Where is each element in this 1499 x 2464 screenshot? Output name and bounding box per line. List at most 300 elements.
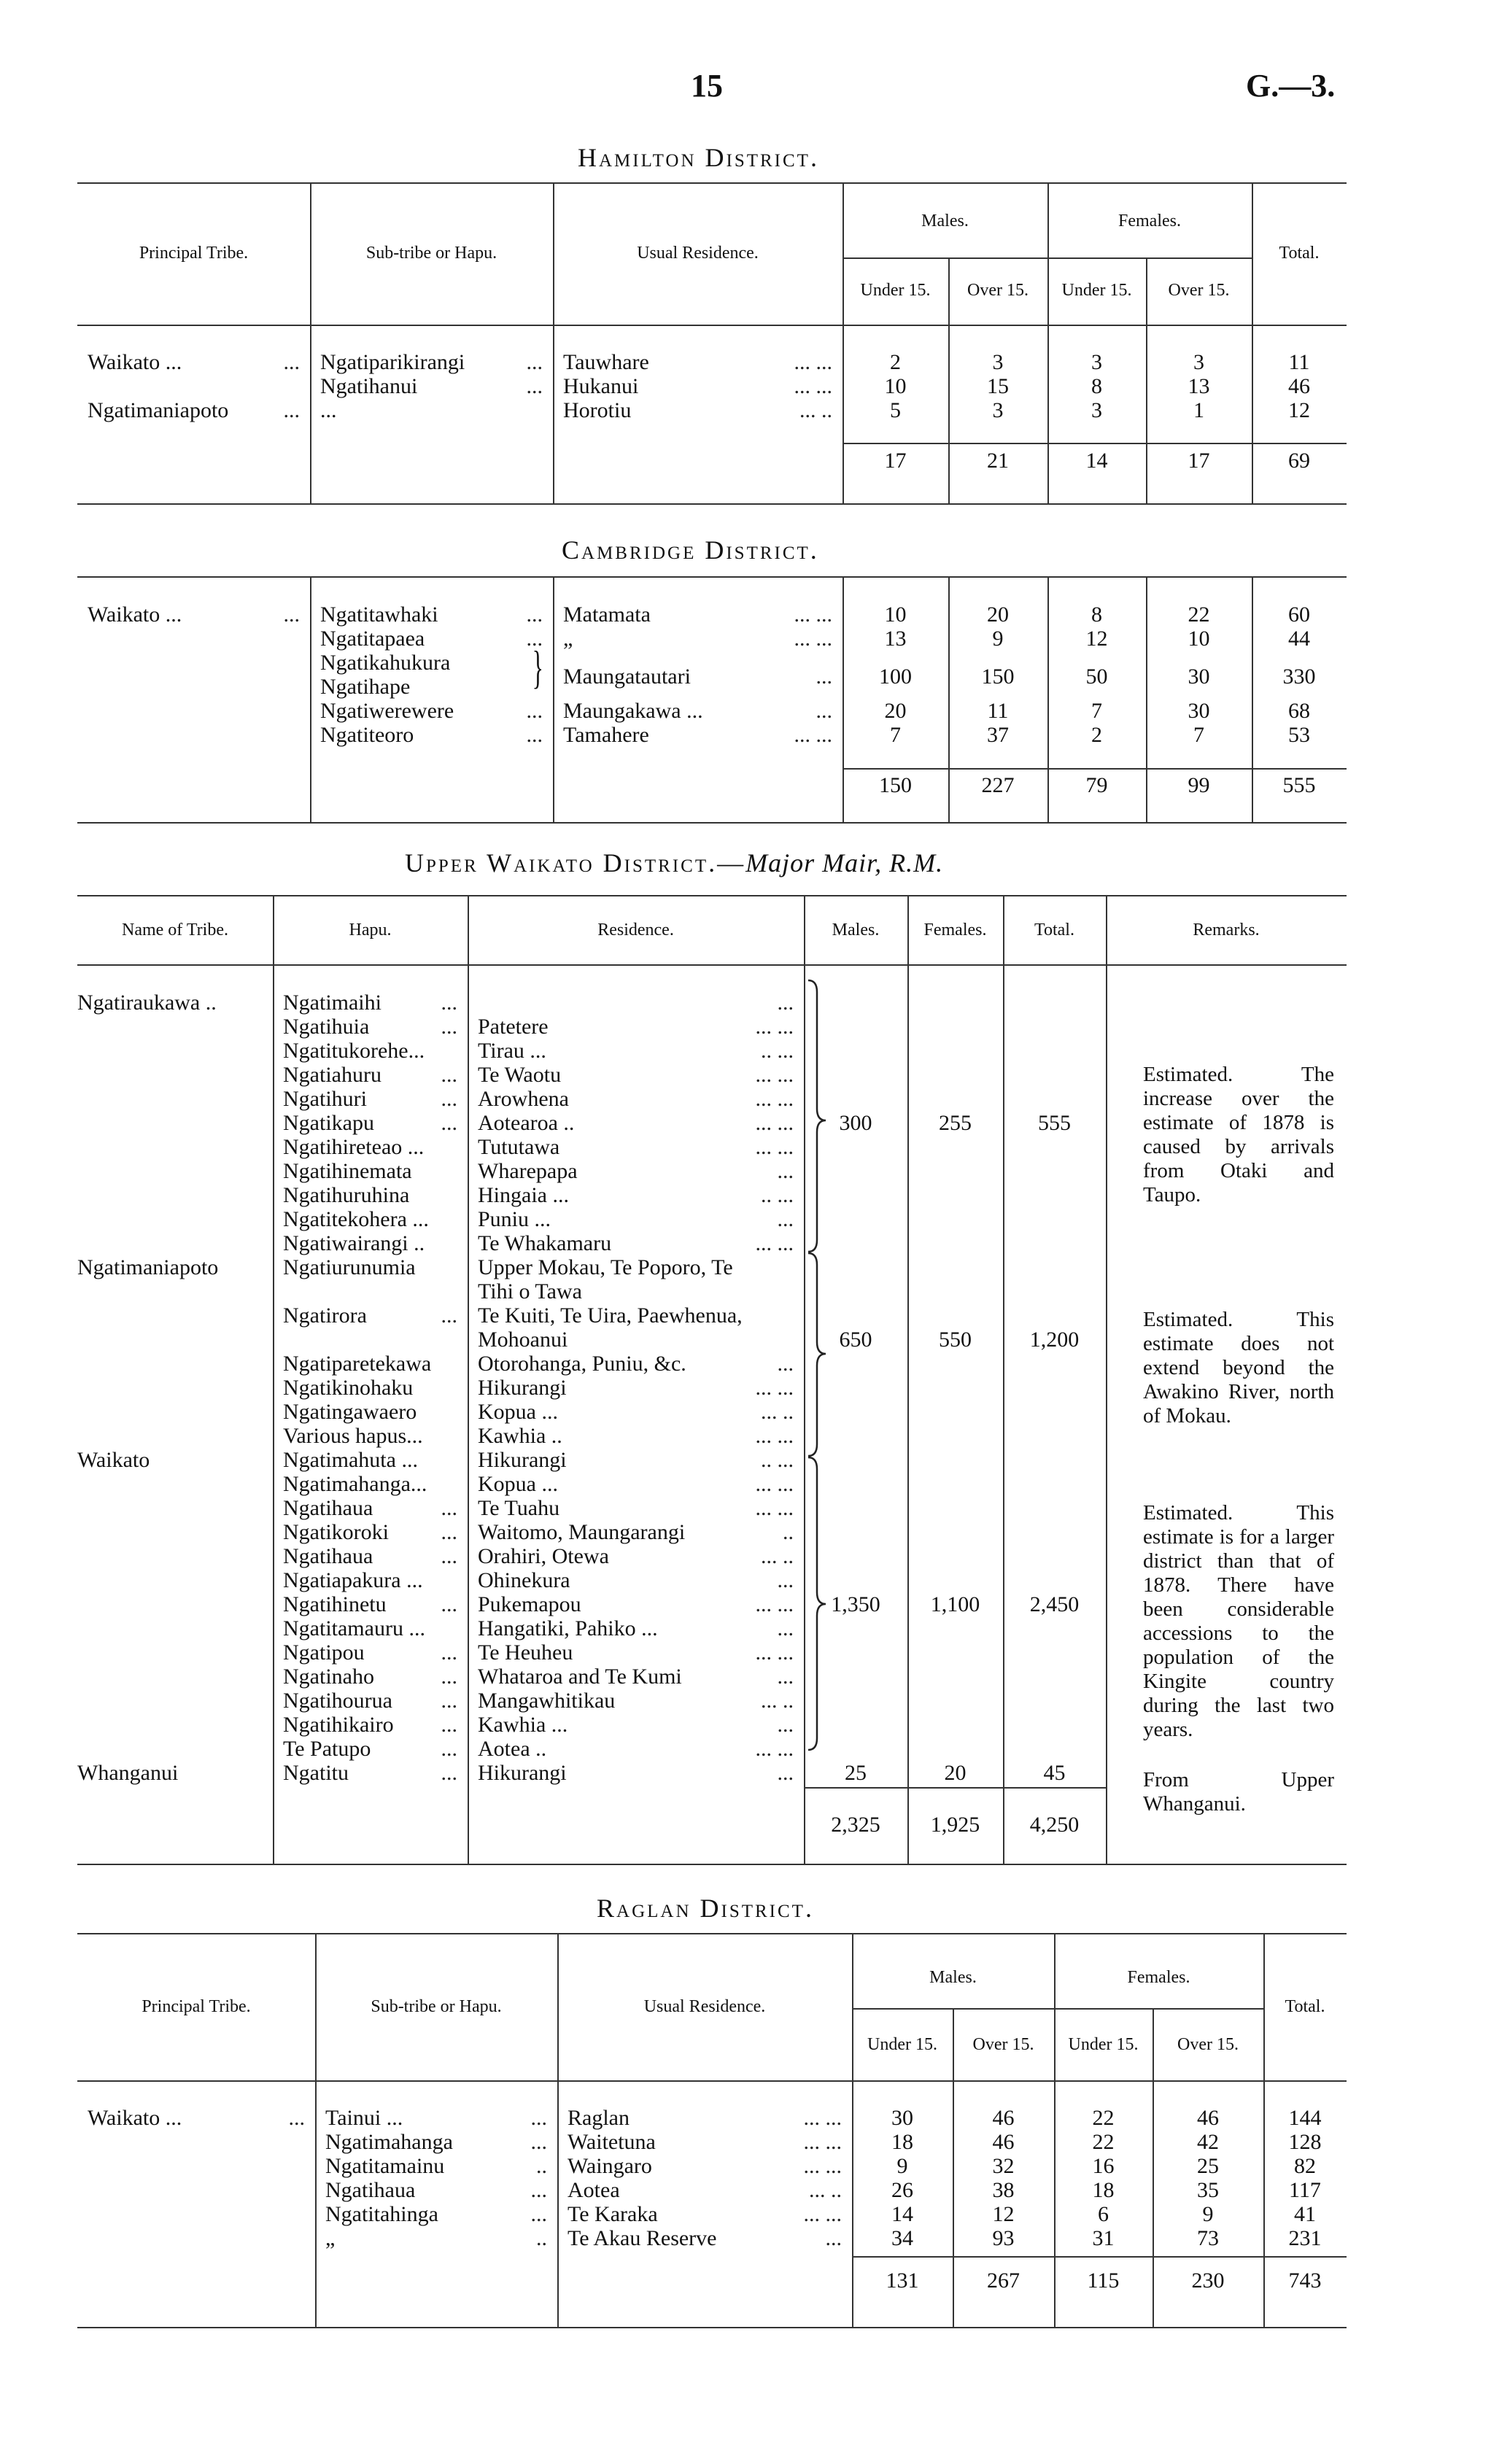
residence-cell: [553, 723, 843, 747]
total-cell: [1003, 1568, 1106, 1592]
females-over-cell: 42: [1197, 2130, 1219, 2154]
females-over-cell: 13: [1188, 374, 1210, 398]
subtribe-cell: [315, 2106, 557, 2130]
total-cell: 82: [1294, 2154, 1316, 2178]
hapu-cell: [273, 1713, 468, 1737]
upper-header-remarks: Remarks.: [1193, 921, 1260, 940]
hapu-cell-text: Te Patupo: [283, 1737, 371, 1761]
residence-cell-leader-dots: ... ...: [755, 1737, 794, 1761]
table-row: [77, 1737, 1106, 1761]
residence-cell-leader-dots: .. ...: [761, 1183, 794, 1207]
residence-cell-leader-dots: ... ...: [794, 627, 832, 651]
hamilton-header-total: Total.: [1279, 244, 1320, 263]
tribe-cell: Waikato: [77, 1448, 150, 1472]
subtribe-cell-leader-dots: ...: [526, 699, 543, 723]
total-cell: [1003, 1448, 1106, 1472]
males-under-cell: 34: [891, 2226, 913, 2250]
residence-cell: [468, 1616, 804, 1640]
males-under-cell: 100: [879, 665, 912, 689]
hapu-cell-text: Ngatitukorehe...: [283, 1039, 425, 1063]
subtribe-cell-text: Ngatitawhaki: [320, 603, 438, 627]
tribe-cell: [77, 1376, 273, 1400]
hapu-cell-text: Ngatikapu: [283, 1111, 374, 1135]
females-under-cell: 2: [1091, 723, 1102, 747]
tribe-cell: Ngatimaniapoto: [77, 1255, 219, 1279]
residence-cell: [468, 1231, 804, 1255]
table-row: [77, 398, 1347, 422]
total-cell: [1003, 1087, 1106, 1111]
table-row: [77, 2226, 1347, 2250]
hapu-cell: [273, 1472, 468, 1496]
females-cell: [907, 1689, 1003, 1713]
subtribe-cell: [310, 350, 553, 374]
total-cell: [1003, 1424, 1106, 1448]
residence-cell: [553, 374, 843, 398]
residence-cell-leader-dots: ...: [816, 665, 832, 689]
tribe-cell: [77, 1111, 273, 1135]
residence-cell: [553, 603, 843, 627]
table-row: [77, 603, 1347, 627]
tribe-cell: [77, 1713, 273, 1737]
residence-cell-text: Ohinekura: [478, 1568, 570, 1592]
tribe-cell: [77, 1544, 273, 1568]
females-over-cell: 30: [1188, 665, 1210, 689]
hapu-cell: [273, 1087, 468, 1111]
females-cell: 255: [939, 1111, 972, 1135]
residence-cell-text: Kawhia ...: [478, 1713, 568, 1737]
subtribe-cell-leader-dots: ...: [526, 603, 543, 627]
residence-cell: [468, 1665, 804, 1689]
residence-cell: [468, 1761, 804, 1785]
hapu-cell-text: Ngatiapakura ...: [283, 1568, 423, 1592]
tribe-cell: [77, 2226, 315, 2250]
residence-cell-text: Tamahere: [563, 723, 649, 747]
hapu-cell: [273, 1231, 468, 1255]
residence-cell-leader-dots: ... ...: [755, 1231, 794, 1255]
females-over-cell: 1: [1193, 398, 1204, 422]
residence-cell-text: Kopua ...: [478, 1472, 558, 1496]
males-under-cell: 20: [884, 699, 907, 723]
residence-cell-leader-dots: ... ...: [794, 723, 832, 747]
total-cell: [1003, 1544, 1106, 1568]
cambridge-total-males-over: 227: [981, 773, 1015, 797]
tribe-cell: [77, 2106, 315, 2130]
males-under-cell: 7: [890, 723, 901, 747]
hapu-cell: [273, 1328, 468, 1352]
hapu-cell: [273, 1279, 468, 1303]
females-cell: 1,100: [930, 1592, 980, 1616]
residence-cell-text: Hikurangi: [478, 1376, 567, 1400]
subtribe-cell-text: Ngatikahukura: [320, 651, 451, 675]
raglan-total-males-under: 131: [886, 2269, 919, 2293]
total-cell: 144: [1288, 2106, 1322, 2130]
females-under-cell: 8: [1091, 603, 1102, 627]
females-under-cell: 12: [1085, 627, 1108, 651]
table-row: [77, 1568, 1106, 1592]
table-row: [77, 1328, 1106, 1352]
females-cell: [907, 1424, 1003, 1448]
total-cell: [1003, 1255, 1106, 1279]
hapu-cell-text: Ngatihuruhina: [283, 1183, 410, 1207]
total-cell: [1003, 1640, 1106, 1665]
hamilton-header-females-over: Over 15.: [1168, 281, 1230, 300]
residence-cell-leader-dots: .. ...: [761, 1448, 794, 1472]
subtribe-cell-text: Ngatihaua: [325, 2178, 416, 2202]
tribe-cell: [77, 1424, 273, 1448]
upper-waikato-title: [405, 848, 943, 878]
residence-cell: [557, 2130, 852, 2154]
total-cell: 44: [1288, 627, 1310, 651]
table-row: [77, 1183, 1106, 1207]
hapu-cell: [273, 1255, 468, 1279]
table-row: [77, 1424, 1106, 1448]
males-cell: 300: [839, 1111, 872, 1135]
residence-cell-text: Raglan: [568, 2106, 630, 2130]
subtribe-cell: [310, 398, 553, 422]
raglan-header-residence: Usual Residence.: [643, 1997, 766, 2016]
residence-cell-text: Tututawa: [478, 1135, 560, 1159]
females-under-cell: 7: [1091, 699, 1102, 723]
residence-cell-text: Te Waotu: [478, 1063, 562, 1087]
residence-cell: [468, 1015, 804, 1039]
females-cell: [907, 1376, 1003, 1400]
raglan-total-females-over: 230: [1191, 2269, 1225, 2293]
tribe-cell-leader-dots: ...: [283, 603, 300, 627]
subtribe-cell-text: Ngatitamainu: [325, 2154, 445, 2178]
total-cell: [1003, 1400, 1106, 1424]
hapu-cell-text: Ngatihinemata: [283, 1159, 412, 1183]
females-cell: [907, 1737, 1003, 1761]
total-cell: [1003, 1713, 1106, 1737]
residence-cell-text: Te Karaka: [568, 2202, 658, 2226]
total-cell: [1003, 1135, 1106, 1159]
hamilton-header-males-over: Over 15.: [967, 281, 1029, 300]
hapu-cell-leader-dots: ...: [441, 1665, 457, 1689]
table-row: [77, 699, 1347, 723]
males-under-cell: 9: [896, 2154, 908, 2178]
hapu-cell: [273, 1015, 468, 1039]
males-over-cell: 32: [992, 2154, 1015, 2178]
hapu-cell-leader-dots: ...: [441, 1496, 457, 1520]
hapu-cell-text: Ngatihuia: [283, 1015, 370, 1039]
subtribe-cell: [315, 2130, 557, 2154]
tribe-cell: [77, 2154, 315, 2178]
raglan-header-subtribe: Sub-tribe or Hapu.: [371, 1997, 502, 2016]
tribe-cell: [77, 1015, 273, 1039]
table-row: [77, 1255, 1106, 1279]
total-cell: [1003, 1063, 1106, 1087]
tribe-cell-leader-dots: ...: [288, 2106, 305, 2130]
hapu-cell: [273, 1665, 468, 1689]
residence-cell-text: Kawhia ..: [478, 1424, 562, 1448]
residence-cell-text: Hikurangi: [478, 1448, 567, 1472]
subtribe-cell-leader-dots: ...: [530, 2106, 547, 2130]
subtribe-cell-leader-dots: ...: [526, 374, 543, 398]
hapu-cell: [273, 1640, 468, 1665]
tribe-cell: [77, 1520, 273, 1544]
hamilton-total-females-over: 17: [1188, 449, 1210, 473]
males-under-cell: 13: [884, 627, 907, 651]
table-row: [77, 1135, 1106, 1159]
males-under-cell: 10: [884, 603, 907, 627]
total-cell: 41: [1294, 2202, 1316, 2226]
residence-cell: [468, 1135, 804, 1159]
residence-cell: [468, 1352, 804, 1376]
total-cell: [1003, 1207, 1106, 1231]
table-row: [77, 374, 1347, 398]
residence-cell-leader-dots: ...: [777, 1616, 794, 1640]
females-under-cell: 31: [1092, 2226, 1115, 2250]
total-cell: 68: [1288, 699, 1310, 723]
tribe-cell: [77, 1640, 273, 1665]
table-row: [77, 1616, 1106, 1640]
residence-cell-leader-dots: ... ..: [799, 398, 832, 422]
total-cell: [1003, 1520, 1106, 1544]
tribe-cell: [77, 1496, 273, 1520]
residence-cell: [468, 1448, 804, 1472]
males-cell: 25: [845, 1761, 867, 1785]
residence-cell-leader-dots: ... ...: [794, 350, 832, 374]
females-over-cell: 35: [1197, 2178, 1219, 2202]
residence-cell-leader-dots: ... ..: [761, 1544, 794, 1568]
tribe-cell: [77, 1689, 273, 1713]
subtribe-cell: [310, 675, 553, 699]
residence-cell-leader-dots: ...: [825, 2226, 842, 2250]
table-row: [77, 1159, 1106, 1183]
residence-cell: [468, 1568, 804, 1592]
subtribe-cell-leader-dots: ...: [530, 2130, 547, 2154]
females-over-cell: 73: [1197, 2226, 1219, 2250]
total-cell: [1003, 1279, 1106, 1303]
upper-braces: [802, 977, 839, 1780]
remark-ngatiraukawa: Estimated. The increase over the estimate of 1878 is caused by arrivals from Otaki and Taupo.: [1143, 1063, 1334, 1206]
males-over-cell: 93: [992, 2226, 1015, 2250]
cambridge-total-females-over: 99: [1188, 773, 1210, 797]
table-row: [77, 1039, 1106, 1063]
residence-cell-text: Tirau ...: [478, 1039, 546, 1063]
table-row: [77, 1303, 1106, 1328]
subtribe-cell-text: Ngatiteoro: [320, 723, 414, 747]
males-under-cell: 2: [890, 350, 901, 374]
residence-cell: [553, 398, 843, 422]
brace-ngatiraukawa: [808, 980, 826, 1252]
raglan-title: Raglan District.: [597, 1894, 814, 1923]
females-cell: 550: [939, 1328, 972, 1352]
males-under-cell: 10: [884, 374, 907, 398]
subtribe-cell-text: Ngatiwerewere: [320, 699, 454, 723]
residence-cell-text: Horotiu: [563, 398, 632, 422]
females-under-cell: 16: [1092, 2154, 1115, 2178]
subtribe-cell-text: Ngatitapaea: [320, 627, 425, 651]
table-row: [77, 2178, 1347, 2202]
total-cell: 2,450: [1029, 1592, 1080, 1616]
table-row: [77, 1448, 1106, 1472]
females-over-cell: 7: [1193, 723, 1204, 747]
males-under-cell: 30: [891, 2106, 913, 2130]
residence-cell: [468, 1255, 804, 1279]
residence-cell-leader-dots: ... ...: [755, 1015, 794, 1039]
females-cell: [907, 1400, 1003, 1424]
table-row: [77, 1689, 1106, 1713]
cambridge-total-males-under: 150: [879, 773, 912, 797]
table-row: [77, 1207, 1106, 1231]
females-cell: [907, 1087, 1003, 1111]
raglan-total-females-under: 115: [1087, 2269, 1120, 2293]
residence-cell-text: Te Heuheu: [478, 1640, 573, 1665]
residence-cell: [468, 1544, 804, 1568]
females-under-cell: 22: [1092, 2106, 1115, 2130]
males-over-cell: 46: [992, 2130, 1015, 2154]
total-cell: [1003, 1737, 1106, 1761]
page-number: 15: [691, 68, 723, 104]
residence-cell-text: Te Tuahu: [478, 1496, 560, 1520]
females-under-cell: 18: [1092, 2178, 1115, 2202]
tribe-cell: [77, 1231, 273, 1255]
hapu-cell: [273, 1352, 468, 1376]
hapu-cell-text: Ngatitu: [283, 1761, 349, 1785]
males-over-cell: 3: [992, 398, 1004, 422]
males-under-cell: 18: [891, 2130, 913, 2154]
residence-cell-leader-dots: ... ...: [755, 1087, 794, 1111]
table-row: [77, 675, 1347, 699]
table-row: [77, 1279, 1106, 1303]
residence-cell: [468, 1640, 804, 1665]
males-cell: 1,350: [831, 1592, 880, 1616]
residence-cell-leader-dots: ... ...: [794, 374, 832, 398]
subtribe-cell-leader-dots: ..: [536, 2154, 547, 2178]
residence-cell-text: Aotea ..: [478, 1737, 547, 1761]
residence-cell-text: Waitetuna: [568, 2130, 656, 2154]
males-cell: 650: [839, 1328, 872, 1352]
table-row: [77, 1520, 1106, 1544]
tribe-cell: [77, 374, 310, 398]
hapu-cell: [273, 1689, 468, 1713]
residence-cell-leader-dots: ...: [777, 1761, 794, 1785]
total-cell: 60: [1288, 603, 1310, 627]
residence-cell-leader-dots: ...: [777, 1352, 794, 1376]
residence-cell: [468, 1592, 804, 1616]
table-row: [77, 627, 1347, 651]
residence-cell-text: Hikurangi: [478, 1761, 567, 1785]
total-cell: [1003, 1376, 1106, 1400]
hamilton-header-tribe: Principal Tribe.: [139, 244, 249, 263]
total-cell: 53: [1288, 723, 1310, 747]
males-over-cell: 3: [992, 350, 1004, 374]
raglan-header-total: Total.: [1285, 1997, 1325, 2016]
hapu-cell: [273, 1737, 468, 1761]
females-cell: [907, 1713, 1003, 1737]
raglan-header-females-under: Under 15.: [1068, 2035, 1139, 2054]
residence-cell-leader-dots: ...: [777, 1713, 794, 1737]
residence-cell-leader-dots: ... ...: [755, 1135, 794, 1159]
hapu-cell-leader-dots: ...: [441, 1087, 457, 1111]
table-row: [77, 1640, 1106, 1665]
table-row: [77, 350, 1347, 374]
residence-cell: [468, 1039, 804, 1063]
cambridge-total-females-under: 79: [1085, 773, 1108, 797]
tribe-cell: [77, 2178, 315, 2202]
total-cell: [1003, 1183, 1106, 1207]
tribe-cell: [77, 1039, 273, 1063]
tribe-cell-text: Waikato ...: [88, 2106, 182, 2130]
hapu-cell-text: Ngatingawaero: [283, 1400, 417, 1424]
residence-cell-text: Otorohanga, Puniu, &c.: [478, 1352, 686, 1376]
residence-cell-leader-dots: ... ...: [755, 1111, 794, 1135]
residence-cell: [468, 1376, 804, 1400]
hapu-cell-text: Ngatipou: [283, 1640, 365, 1665]
hapu-cell-leader-dots: ...: [441, 1303, 457, 1328]
total-cell: 330: [1282, 665, 1316, 689]
table-row: [77, 1015, 1106, 1039]
upper-total-males: 2,325: [831, 1813, 880, 1837]
hamilton-header-males-under: Under 15.: [860, 281, 931, 300]
residence-cell: [468, 1303, 804, 1328]
tribe-cell: [77, 1063, 273, 1087]
residence-cell-text: Maungatautari: [563, 665, 691, 689]
hapu-cell-text: Ngatitamauru ...: [283, 1616, 425, 1640]
residence-cell-leader-dots: ... ...: [755, 1424, 794, 1448]
total-cell: [1003, 1015, 1106, 1039]
residence-cell: [468, 1279, 804, 1303]
hapu-cell: [273, 1424, 468, 1448]
table-row: [77, 1544, 1106, 1568]
residence-cell-text: Mohoanui: [478, 1328, 568, 1352]
upper-waikato-title-italic: Major Mair, R.M.: [745, 848, 944, 877]
tribe-cell: [77, 1183, 273, 1207]
residence-cell: [468, 1328, 804, 1352]
hapu-cell-leader-dots: ...: [441, 991, 457, 1015]
total-cell: [1003, 1303, 1106, 1328]
residence-cell-text: Mangawhitikau: [478, 1689, 616, 1713]
tribe-cell: [77, 627, 310, 651]
tribe-cell-leader-dots: ...: [283, 350, 300, 374]
residence-cell-text: Tauwhare: [563, 350, 649, 374]
hapu-cell-text: Ngatiurunumia: [283, 1255, 416, 1279]
subtribe-cell: [310, 627, 553, 651]
residence-cell-leader-dots: ...: [777, 1207, 794, 1231]
hapu-cell-text: Ngatihaua: [283, 1496, 373, 1520]
subtribe-cell-leader-dots: ...: [526, 627, 543, 651]
subtribe-cell-text: Ngatihanui: [320, 374, 418, 398]
total-cell: 555: [1038, 1111, 1071, 1135]
residence-cell-leader-dots: ... ..: [761, 1400, 794, 1424]
hapu-cell-text: Ngatikoroki: [283, 1520, 389, 1544]
hapu-cell-leader-dots: ...: [441, 1544, 457, 1568]
hapu-cell-text: Ngatihikairo: [283, 1713, 394, 1737]
total-cell: [1003, 991, 1106, 1015]
upper-header-males: Males.: [832, 921, 880, 940]
residence-cell-text: Aotearoa ..: [478, 1111, 575, 1135]
hamilton-title: Hamilton District.: [578, 143, 819, 172]
hapu-cell: [273, 1496, 468, 1520]
tribe-cell-leader-dots: ...: [283, 398, 300, 422]
residence-cell-text: Waitomo, Maungarangi: [478, 1520, 686, 1544]
hapu-cell-leader-dots: ...: [441, 1713, 457, 1737]
hapu-cell-leader-dots: ...: [441, 1737, 457, 1761]
females-over-cell: 25: [1197, 2154, 1219, 2178]
upper-header-females: Females.: [923, 921, 987, 940]
total-cell: [1003, 1159, 1106, 1183]
table-row: [77, 1496, 1106, 1520]
document-code: G.—3.: [1246, 68, 1336, 104]
tribe-cell: [77, 1472, 273, 1496]
residence-cell: [557, 2154, 852, 2178]
residence-cell-text: Pukemapou: [478, 1592, 581, 1616]
table-row: [77, 1087, 1106, 1111]
females-cell: [907, 991, 1003, 1015]
tribe-cell: [77, 1159, 273, 1183]
females-cell: [907, 1568, 1003, 1592]
